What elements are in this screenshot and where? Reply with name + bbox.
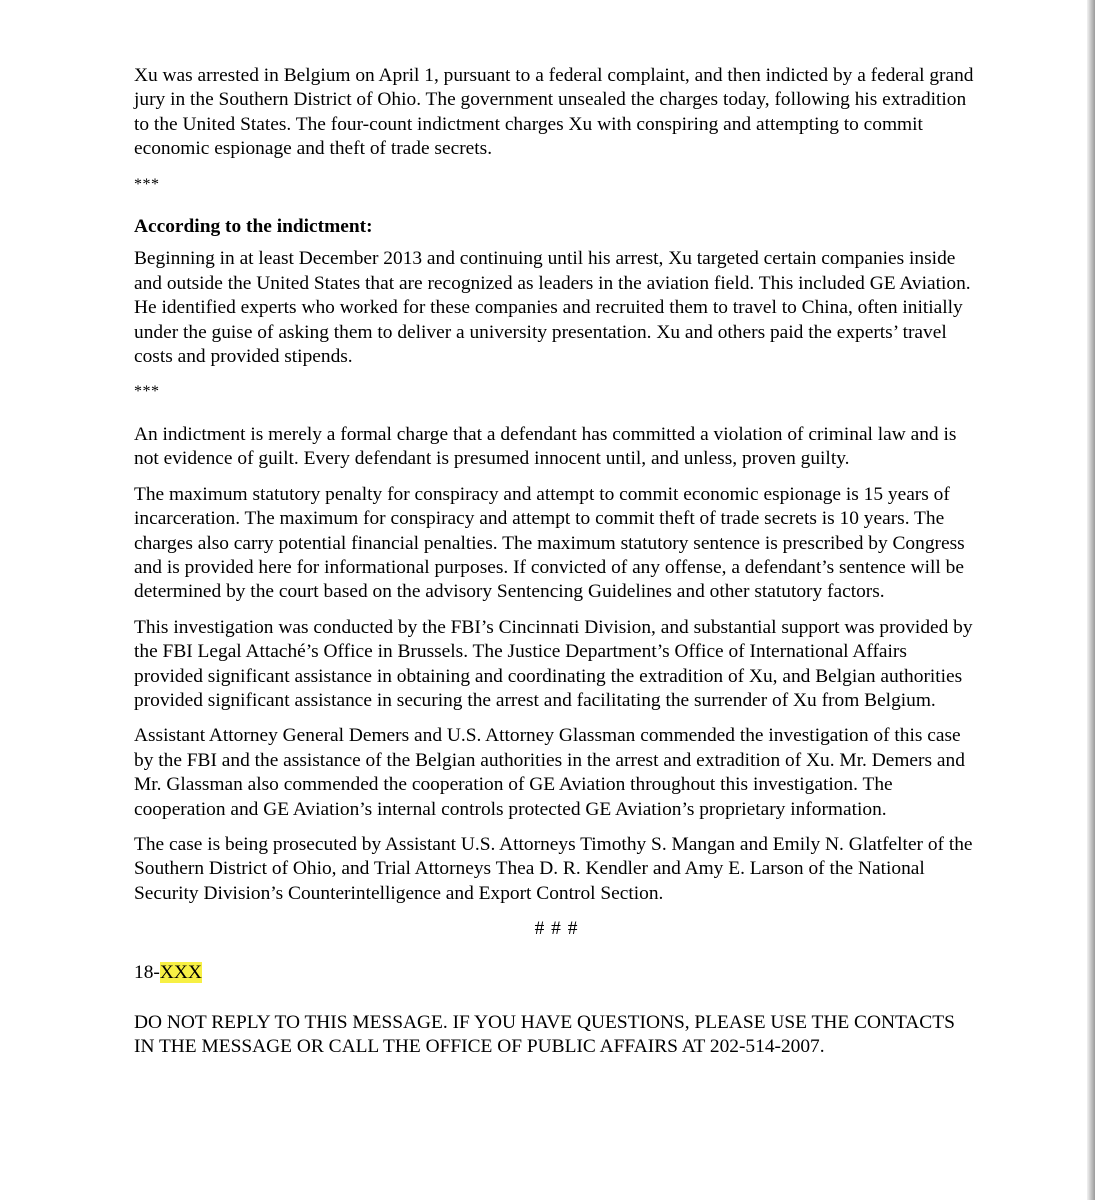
page-edge-shadow [1087, 0, 1095, 1200]
release-number-prefix: 18- [134, 961, 160, 983]
footer-notice: DO NOT REPLY TO THIS MESSAGE. IF YOU HAVE QUESTIONS, PLEASE USE THE CONTACTS IN THE MESSAGE OR CALL THE OFFICE OF PUBLIC AFFAIRS AT 202-514-2007. [134, 1012, 955, 1058]
paragraph-investigation: This investigation was conducted by the FBI’s Cincinnati Division, and substantial support was provided by the FBI Legal Attaché’s Office in Brussels. The Justice Department’s Office of International Affairs provided significant assistance in obtaining and coordinating the extradition of Xu, and Belgian authorities provided significant assistance in securing the arrest and facilitating the surrender of Xu from Belgium. [134, 616, 973, 711]
press-release-body [134, 64, 974, 1071]
paragraph-arrest: Xu was arrested in Belgium on April 1, pursuant to a federal complaint, and then indicted by a federal grand jury in the Southern District of Ohio. The government unsealed the charges today, following his extradition to the United States. The four-count indictment charges Xu with conspiring and attempting to commit economic espionage and theft of trade secrets. [134, 65, 974, 160]
release-number [134, 961, 974, 985]
subheading-indictment: According to the indictment: [134, 216, 373, 238]
paragraph-presumption-innocence: An indictment is merely a formal charge that a defendant has committed a violation of criminal law and is not evidence of guilt. Every defendant is presumed innocent until, and unless, proven guilty. [134, 423, 957, 470]
paragraph-commendation: Assistant Attorney General Demers and U.S. Attorney Glassman commended the investigation of this case by the FBI and the assistance of the Belgian authorities in the arrest and extradition of Xu. Mr. Demers and Mr. Glassman also commended the cooperation of GE Aviation throughout this investigation. The cooperation and GE Aviation’s internal controls protected GE Aviation’s proprietary information. [134, 725, 965, 820]
paragraph-allegations: Beginning in at least December 2013 and continuing until his arrest, Xu targeted certain companies inside and outside the United States that are recognized as leaders in the aviation field. This included GE Aviation. He identified experts who worked for these companies and recruited them to travel to China, often initially under the guise of asking them to deliver a university presentation. Xu and others paid the experts’ travel costs and provided stipends. [134, 248, 971, 368]
section-separator: *** [134, 383, 160, 401]
end-mark: # # # [534, 918, 578, 940]
release-number-highlighted: XXX [159, 961, 202, 983]
paragraph-prosecution: The case is being prosecuted by Assistant U.S. Attorneys Timothy S. Mangan and Emily N. Glatfelter of the Southern District of Ohio, and Trial Attorneys Thea D. R. Kendler and Amy E. Larson of the National Security Division’s Counterintelligence and Export Control Section. [134, 833, 973, 904]
paragraph-penalties: The maximum statutory penalty for conspiracy and attempt to commit economic espionage is 15 years of incarceration. The maximum for conspiracy and attempt to commit theft of trade secrets is 10 years. The charges also carry potential financial penalties. The maximum statutory sentence is prescribed by Congress and is provided here for informational purposes. If convicted of any offense, a defendant’s sentence will be determined by the court based on the advisory Sentencing Guidelines and other statutory factors. [134, 483, 965, 603]
section-separator: *** [134, 175, 160, 193]
